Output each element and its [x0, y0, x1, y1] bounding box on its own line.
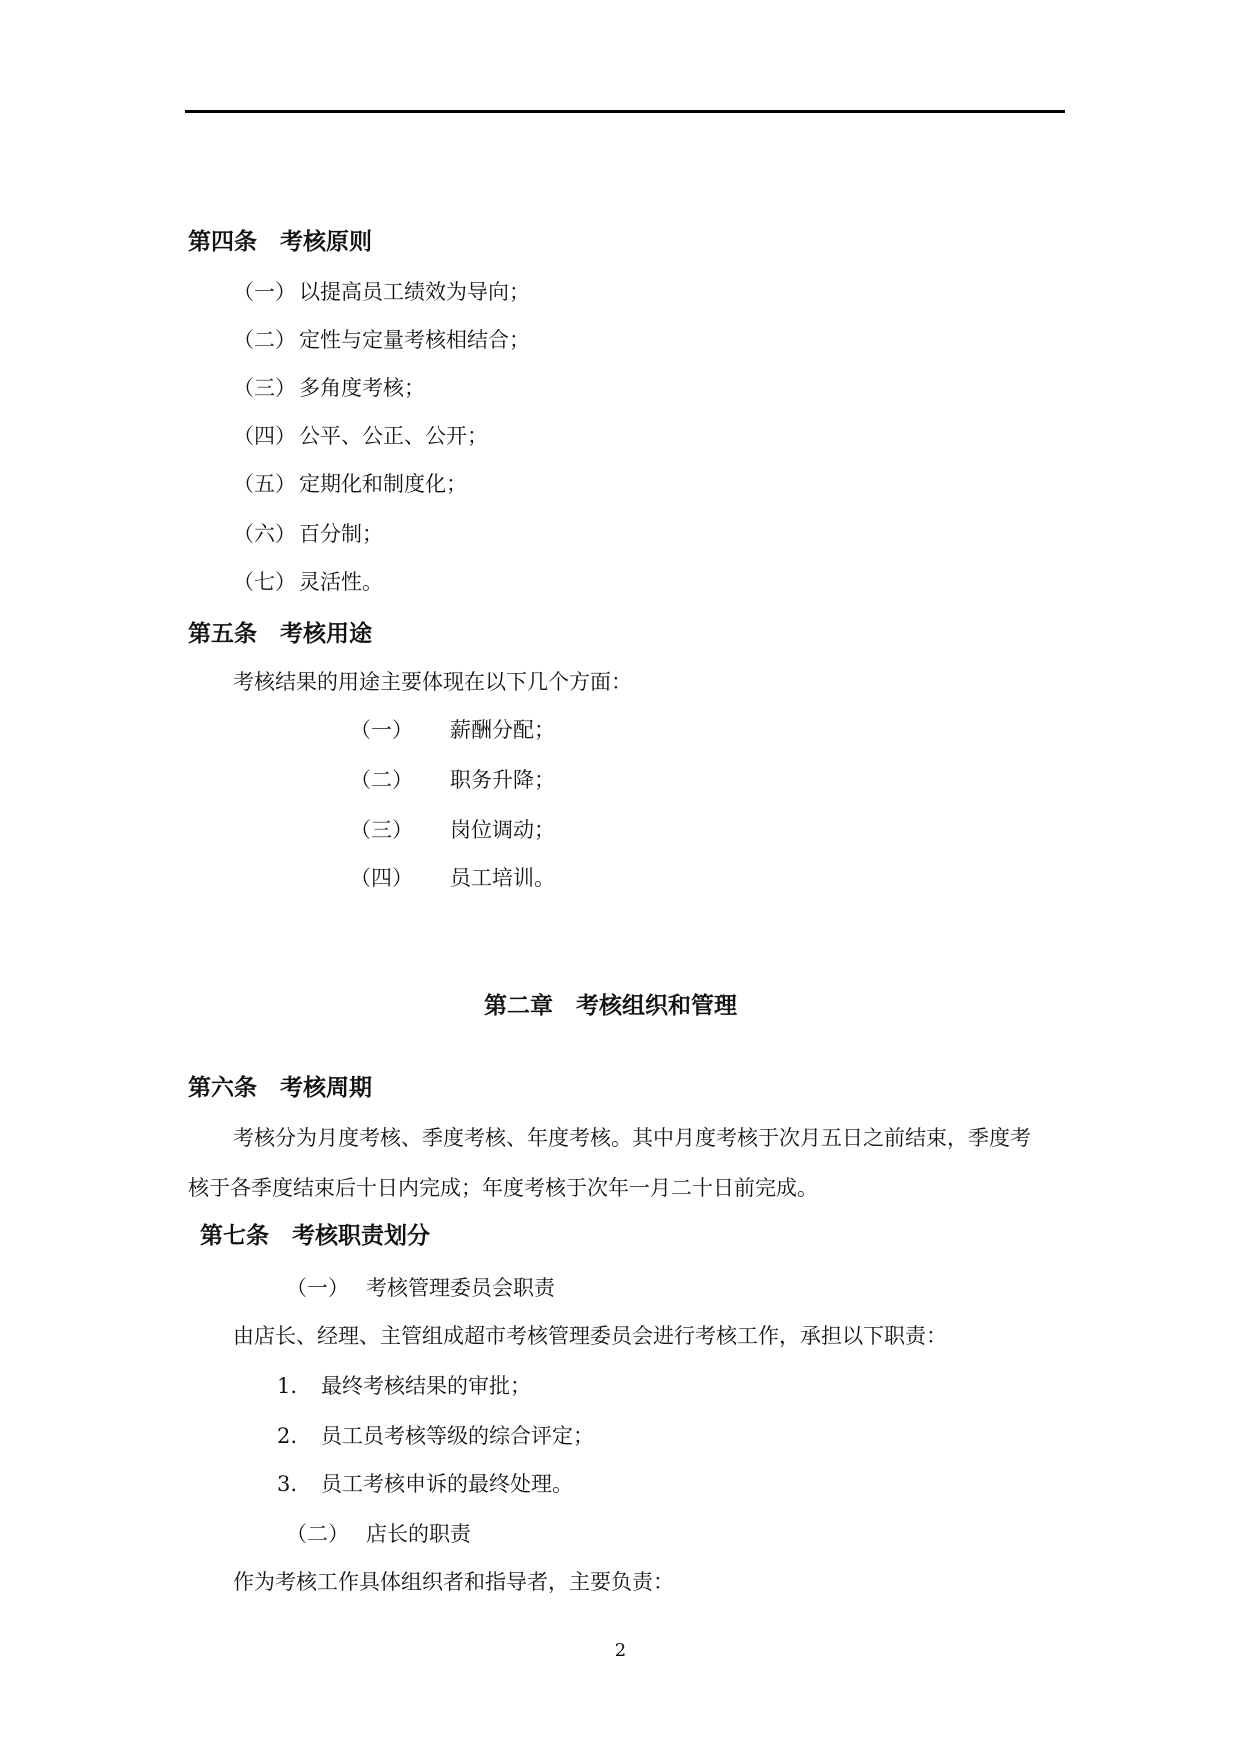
list-item-number: （三） — [350, 818, 413, 842]
list-item-text: 职务升降； — [450, 768, 555, 792]
list-item-number: （四） — [350, 866, 413, 890]
list-item — [277, 1372, 531, 1400]
subsection-intro: 作为考核工作具体组织者和指导者，主要负责： — [233, 1570, 674, 1594]
list-item — [233, 374, 425, 402]
list-item-number: （四） — [233, 424, 296, 448]
list-item-number: 3. — [277, 1472, 298, 1496]
list-item-text: 员工员考核等级的综合评定； — [321, 1424, 594, 1448]
article5-intro: 考核结果的用途主要体现在以下几个方面： — [233, 670, 632, 694]
page-number: 2 — [614, 1640, 627, 1661]
list-item-text: 定期化和制度化； — [299, 472, 467, 496]
header-rule — [185, 110, 1065, 113]
list-item-number: （三） — [233, 376, 296, 400]
list-item-text: 最终考核结果的审批； — [321, 1374, 531, 1398]
list-item-text: 薪酬分配； — [450, 718, 555, 742]
list-item-text: 公平、公正、公开； — [299, 424, 488, 448]
list-item — [233, 326, 530, 354]
list-item-number: （一） — [233, 280, 296, 304]
subsection-intro: 由店长、经理、主管组成超市考核管理委员会进行考核工作，承担以下职责： — [233, 1324, 947, 1348]
list-item-number: 2. — [277, 1424, 298, 1448]
chapter-title: 第二章 考核组织和管理 — [484, 992, 737, 1019]
subsection-number: （二） — [286, 1522, 349, 1546]
list-item — [350, 716, 555, 744]
subsection-title — [286, 1274, 555, 1302]
list-item-number: （五） — [233, 472, 296, 496]
article7-heading: 第七条 考核职责划分 — [200, 1222, 430, 1249]
list-item — [233, 470, 467, 498]
subsection-text: 考核管理委员会职责 — [366, 1276, 555, 1300]
list-item — [277, 1422, 594, 1450]
subsection-number: （一） — [286, 1276, 349, 1300]
list-item — [277, 1470, 573, 1498]
list-item — [233, 278, 530, 306]
list-item — [233, 568, 383, 596]
list-item — [350, 766, 555, 794]
subsection-text: 店长的职责 — [366, 1522, 471, 1546]
list-item-text: 员工培训。 — [450, 866, 555, 890]
list-item-text: 员工考核申诉的最终处理。 — [321, 1472, 573, 1496]
list-item-text: 灵活性。 — [299, 570, 383, 594]
list-item — [350, 816, 555, 844]
list-item-number: （七） — [233, 570, 296, 594]
list-item — [350, 864, 555, 892]
list-item-number: （一） — [350, 718, 413, 742]
article6-heading: 第六条 考核周期 — [188, 1074, 372, 1101]
article5-heading: 第五条 考核用途 — [188, 620, 372, 647]
list-item-text: 以提高员工绩效为导向； — [299, 280, 530, 304]
list-item-text: 多角度考核； — [299, 376, 425, 400]
article4-heading: 第四条 考核原则 — [188, 228, 372, 255]
list-item-number: （二） — [350, 768, 413, 792]
list-item-number: （六） — [233, 522, 296, 546]
list-item-text: 百分制； — [299, 522, 383, 546]
list-item — [233, 520, 383, 548]
list-item-text: 定性与定量考核相结合； — [299, 328, 530, 352]
article6-paragraph-line1: 考核分为月度考核、季度考核、年度考核。其中月度考核于次月五日之前结束，季度考 — [233, 1126, 1031, 1150]
list-item-text: 岗位调动； — [450, 818, 555, 842]
article6-paragraph-line2: 核于各季度结束后十日内完成；年度考核于次年一月二十日前完成。 — [188, 1176, 818, 1200]
list-item-number: 1. — [277, 1374, 298, 1398]
list-item-number: （二） — [233, 328, 296, 352]
list-item — [233, 422, 488, 450]
subsection-title — [286, 1520, 471, 1548]
